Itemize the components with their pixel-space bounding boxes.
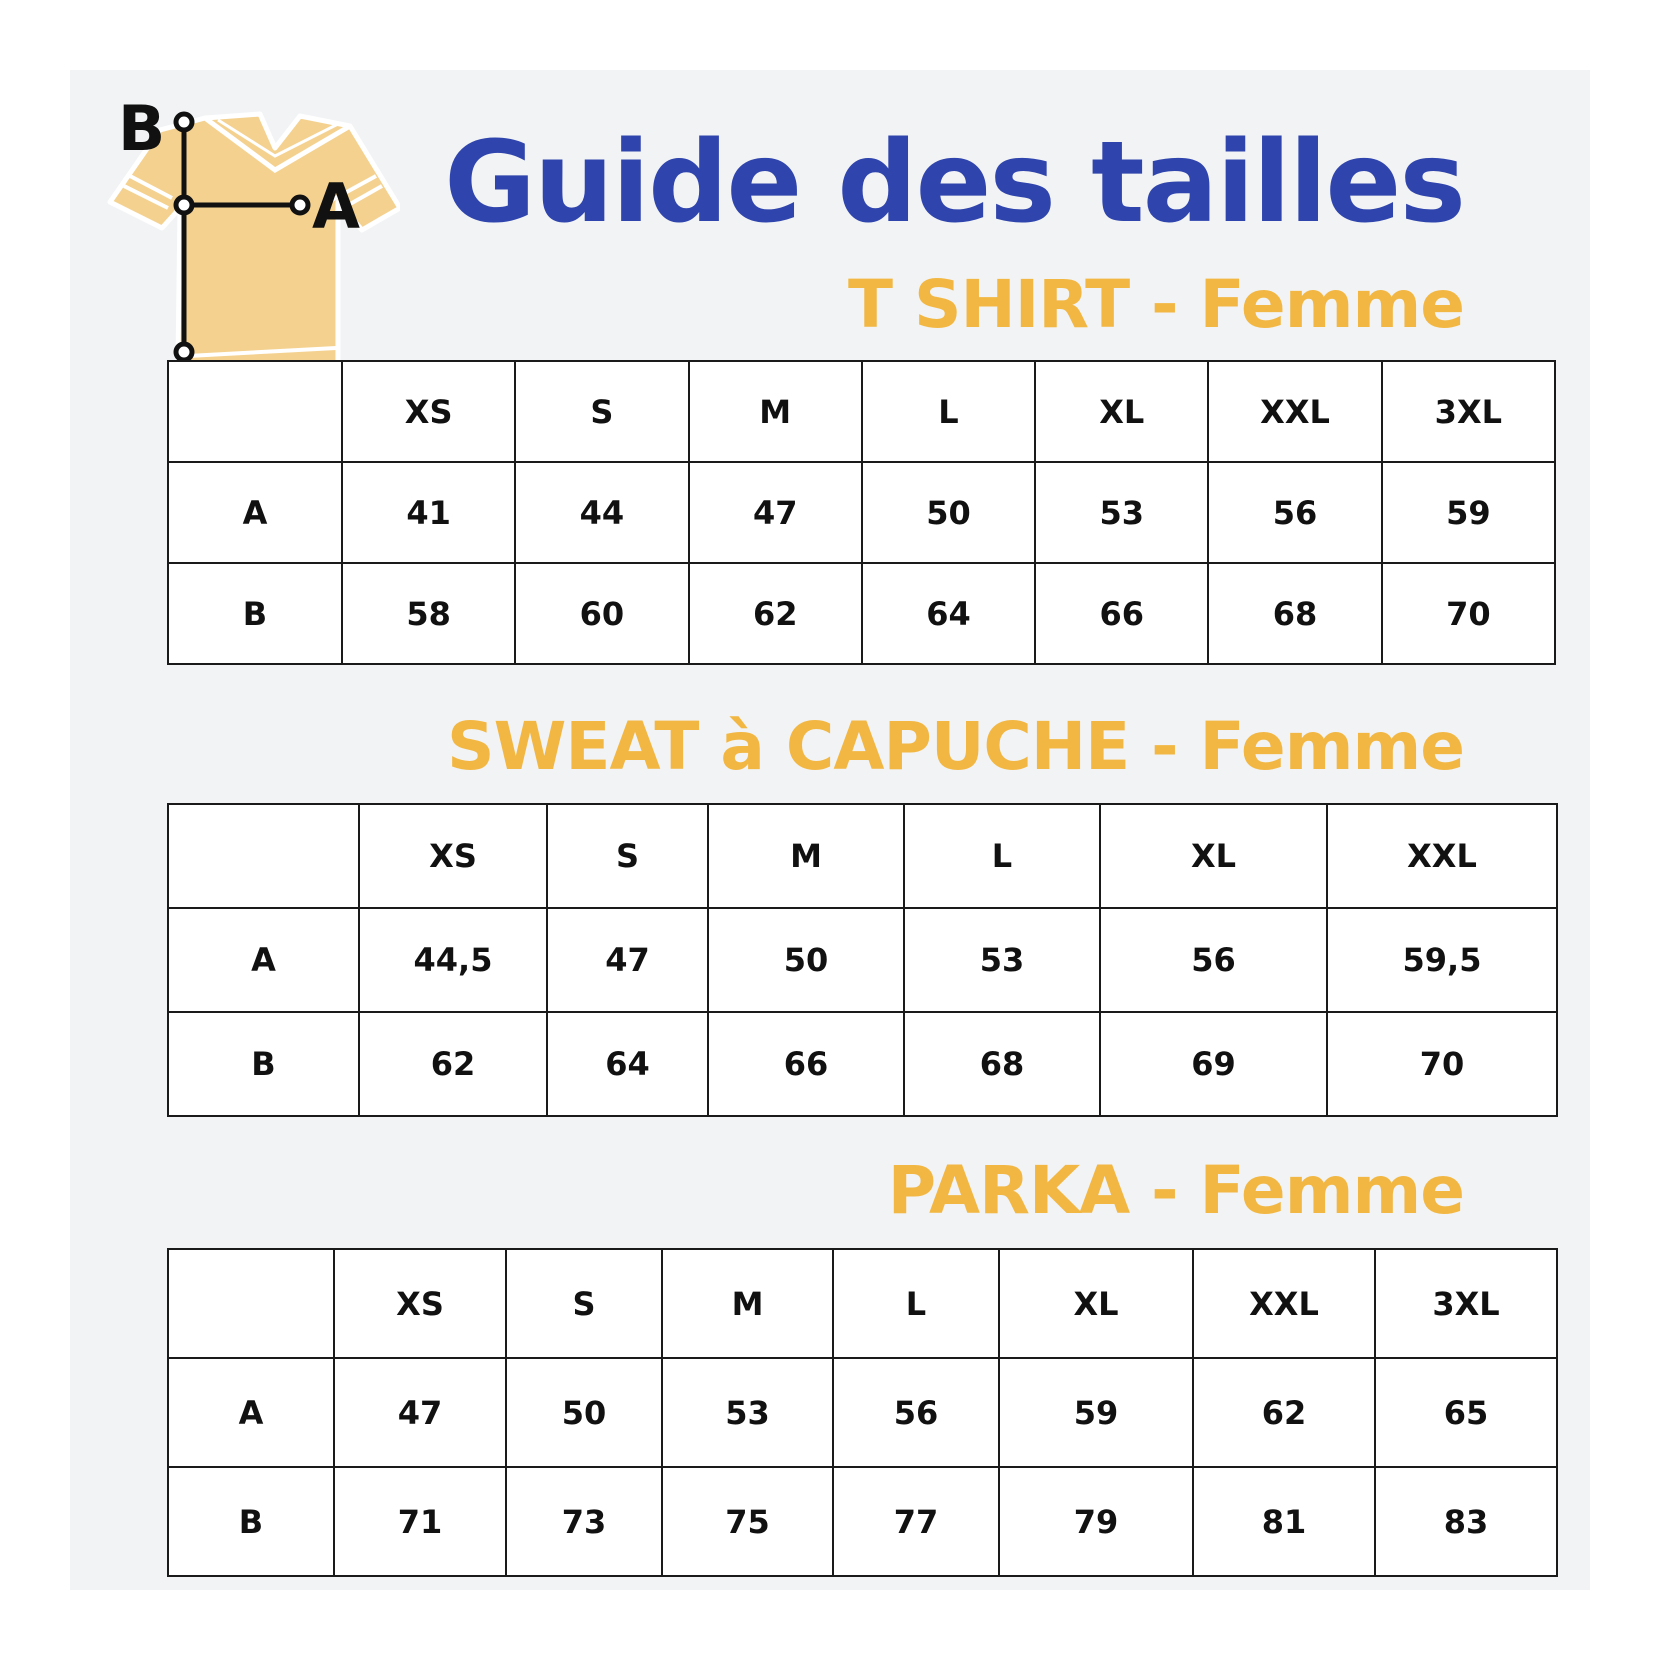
page-title: Guide des tailles <box>444 118 1464 248</box>
empty-corner-cell <box>168 804 359 908</box>
row-label: B <box>168 1012 359 1116</box>
table-cell: 70 <box>1382 563 1555 664</box>
size-header: S <box>547 804 708 908</box>
table-cell: 47 <box>547 908 708 1012</box>
table-cell: 62 <box>1193 1358 1375 1467</box>
table-cell: 47 <box>689 462 862 563</box>
table-cell: 71 <box>334 1467 506 1576</box>
table-row <box>168 1358 1557 1467</box>
tshirt-size-table <box>167 360 1556 665</box>
table-cell: 81 <box>1193 1467 1375 1576</box>
size-header: 3XL <box>1375 1249 1557 1358</box>
table-cell: 41 <box>342 462 515 563</box>
table-header-row <box>168 804 1557 908</box>
size-header: XL <box>1100 804 1327 908</box>
table-header-row <box>168 1249 1557 1358</box>
table-cell: 59 <box>1382 462 1555 563</box>
table-row <box>168 1012 1557 1116</box>
size-header: XXL <box>1327 804 1557 908</box>
row-label: A <box>168 1358 334 1467</box>
table-cell: 60 <box>515 563 688 664</box>
table-cell: 62 <box>359 1012 547 1116</box>
row-label: B <box>168 1467 334 1576</box>
table-cell: 53 <box>904 908 1100 1012</box>
size-header: S <box>506 1249 662 1358</box>
table-cell: 75 <box>662 1467 833 1576</box>
sweat-heading: SWEAT à CAPUCHE - Femme <box>447 708 1464 785</box>
table-cell: 79 <box>999 1467 1193 1576</box>
table-cell: 44,5 <box>359 908 547 1012</box>
row-label: A <box>168 462 342 563</box>
label-b: B <box>118 92 166 165</box>
table-cell: 59,5 <box>1327 908 1557 1012</box>
table-cell: 83 <box>1375 1467 1557 1576</box>
empty-corner-cell <box>168 361 342 462</box>
table-cell: 66 <box>1035 563 1208 664</box>
table-row <box>168 462 1555 563</box>
table-cell: 56 <box>1100 908 1327 1012</box>
table-cell: 73 <box>506 1467 662 1576</box>
tshirt-heading: T SHIRT - Femme <box>847 266 1464 343</box>
size-header: XL <box>999 1249 1193 1358</box>
table-cell: 44 <box>515 462 688 563</box>
table-cell: 62 <box>689 563 862 664</box>
size-header: XL <box>1035 361 1208 462</box>
table-header-row <box>168 361 1555 462</box>
size-header: M <box>662 1249 833 1358</box>
size-header: L <box>833 1249 999 1358</box>
row-label: A <box>168 908 359 1012</box>
table-cell: 53 <box>1035 462 1208 563</box>
table-cell: 68 <box>904 1012 1100 1116</box>
table-cell: 64 <box>547 1012 708 1116</box>
table-cell: 66 <box>708 1012 904 1116</box>
table-cell: 59 <box>999 1358 1193 1467</box>
empty-corner-cell <box>168 1249 334 1358</box>
table-cell: 56 <box>1208 462 1381 563</box>
table-cell: 50 <box>708 908 904 1012</box>
table-cell: 50 <box>506 1358 662 1467</box>
table-cell: 64 <box>862 563 1035 664</box>
size-header: XXL <box>1193 1249 1375 1358</box>
table-cell: 50 <box>862 462 1035 563</box>
size-header: M <box>689 361 862 462</box>
parka-heading: PARKA - Femme <box>887 1152 1464 1229</box>
table-cell: 65 <box>1375 1358 1557 1467</box>
row-label: B <box>168 563 342 664</box>
size-header: XXL <box>1208 361 1381 462</box>
label-a: A <box>312 170 360 243</box>
table-row <box>168 908 1557 1012</box>
size-header: XS <box>359 804 547 908</box>
size-header: S <box>515 361 688 462</box>
sweat-size-table <box>167 803 1558 1117</box>
table-cell: 77 <box>833 1467 999 1576</box>
table-cell: 53 <box>662 1358 833 1467</box>
size-header: XS <box>342 361 515 462</box>
table-row <box>168 1467 1557 1576</box>
size-header: L <box>904 804 1100 908</box>
tshirt-measure-icon <box>100 90 400 390</box>
size-header: XS <box>334 1249 506 1358</box>
table-cell: 69 <box>1100 1012 1327 1116</box>
size-header: M <box>708 804 904 908</box>
parka-size-table <box>167 1248 1558 1577</box>
table-cell: 56 <box>833 1358 999 1467</box>
table-row <box>168 563 1555 664</box>
size-header: L <box>862 361 1035 462</box>
table-cell: 58 <box>342 563 515 664</box>
table-cell: 47 <box>334 1358 506 1467</box>
table-cell: 68 <box>1208 563 1381 664</box>
size-header: 3XL <box>1382 361 1555 462</box>
table-cell: 70 <box>1327 1012 1557 1116</box>
